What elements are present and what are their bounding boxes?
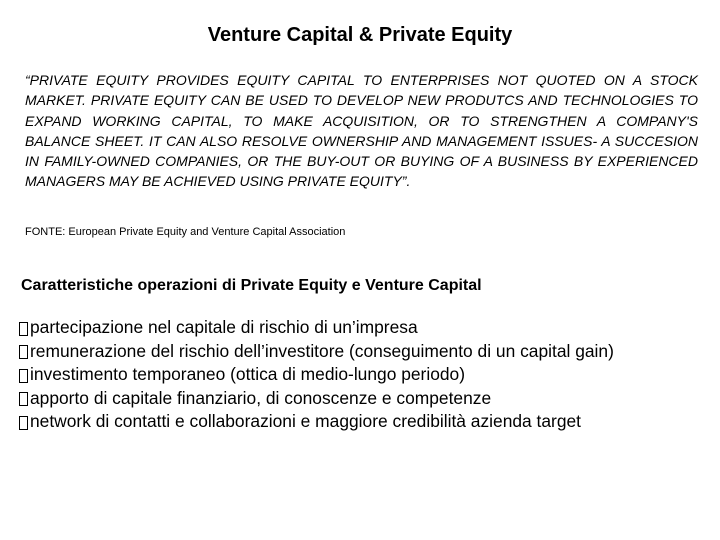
source-citation: FONTE: European Private Equity and Venture Capital Association — [25, 226, 346, 238]
missing-glyph-box-icon — [19, 322, 28, 336]
features-list — [19, 316, 614, 434]
missing-glyph-box-icon — [19, 369, 28, 383]
list-item — [19, 387, 614, 411]
list-item — [19, 316, 614, 340]
list-item-text: partecipazione nel capitale di rischio di un’impresa — [30, 317, 418, 337]
list-item-text: investimento temporaneo (ottica di medio-lungo periodo) — [30, 364, 466, 384]
missing-glyph-box-icon — [19, 392, 28, 406]
missing-glyph-box-icon — [19, 345, 28, 359]
missing-glyph-box-icon — [19, 416, 28, 430]
list-item-text: network di contatti e collaborazioni e maggiore credibilità azienda target — [30, 411, 582, 431]
list-item-text: remunerazione del rischio dell’investitore (conseguimento di un capital gain) — [30, 340, 614, 361]
section-subtitle: Caratteristiche operazioni di Private Equity e Venture Capital — [21, 277, 482, 294]
list-item — [19, 340, 614, 364]
definition-quote: “PRIVATE EQUITY PROVIDES EQUITY CAPITAL TO ENTERPRISES NOT QUOTED ON A STOCK MARKET. PRIVATE EQUITY CAN BE USED TO DEVELOP NEW PRODUTCS AND TECHNOLOGIES TO EXPAND WORKING CAPITAL, TO MAKE ACQUISITION, OR TO STRENGTHEN A COMPANY'S BALANCE SHEET. IT CAN ALSO RESOLVE OWNERSHIP AND MANAGEMENT ISSUES- A SUCCESION IN FAMILY-OWNED COMPANIES, OR THE BUY-OUT OR BUYING OF A BUSINESS BY EXPERIENCED MANAGERS MAY BE ACHIEVED USING PRIVATE EQUITY”. — [25, 72, 698, 190]
list-item — [19, 363, 614, 387]
page-title: Venture Capital & Private Equity — [207, 24, 513, 46]
list-item — [19, 410, 614, 434]
list-item-text: apporto di capitale finanziario, di conoscenze e competenze — [30, 387, 492, 408]
